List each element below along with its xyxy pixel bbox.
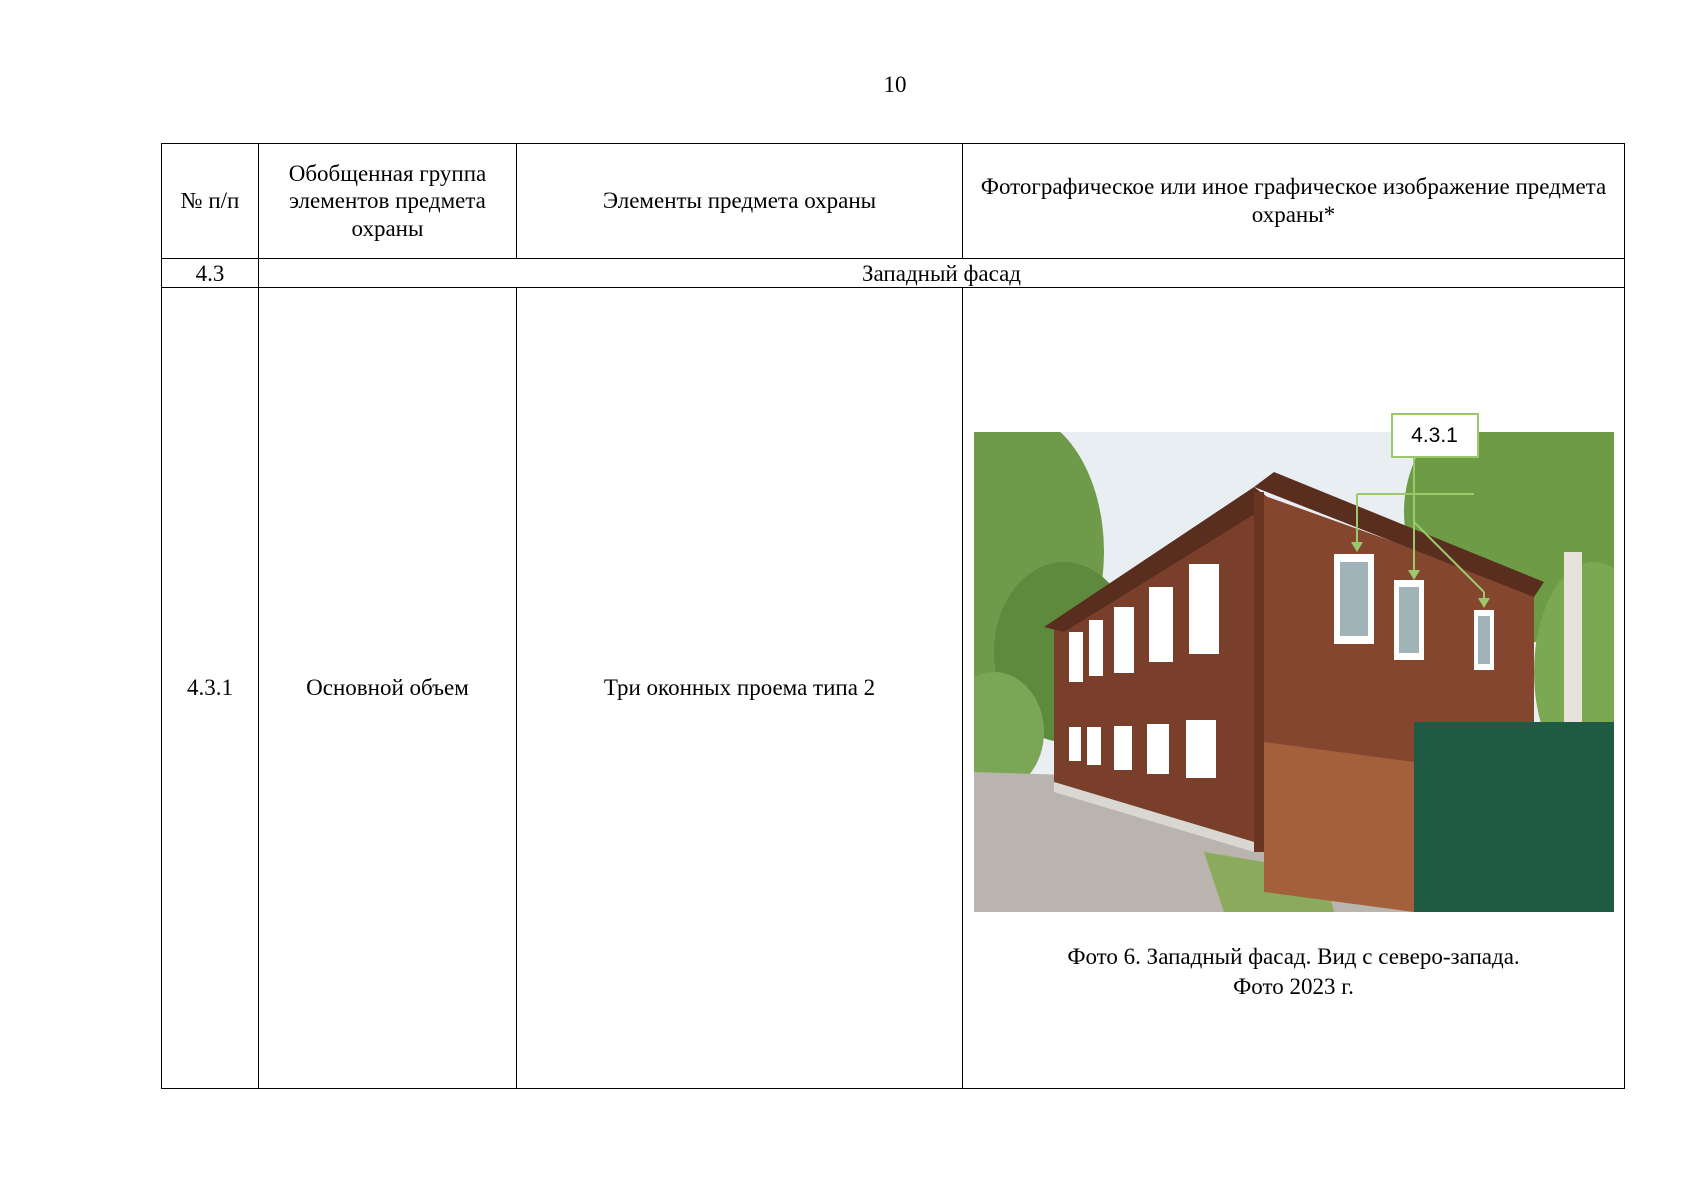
facade-photo <box>974 423 1614 912</box>
row-group: Основной объем <box>259 288 517 1089</box>
row-elements: Три оконных проема типа 2 <box>517 288 963 1089</box>
caption-line-1: Фото 6. Западный фасад. Вид с северо-запада. <box>1067 943 1520 969</box>
header-elements: Элементы предмета охраны <box>517 144 963 259</box>
header-num: № п/п <box>162 144 259 259</box>
page-number: 10 <box>883 72 907 97</box>
header-group: Обобщенная группа элементов предмета охраны <box>259 144 517 259</box>
section-title: Западный фасад <box>259 259 1625 288</box>
caption-line-2: Фото 2023 г. <box>1233 973 1354 999</box>
facade-photo-drawing <box>974 432 1614 912</box>
protection-table <box>161 143 1625 1089</box>
table-header-row <box>162 144 1625 259</box>
row-num: 4.3.1 <box>162 288 259 1089</box>
header-image: Фотографическое или иное графическое изображение предмета охраны* <box>963 144 1625 259</box>
row-image-cell <box>963 288 1625 1089</box>
section-num: 4.3 <box>162 259 259 288</box>
section-row <box>162 259 1625 288</box>
photo-caption <box>969 942 1618 1002</box>
callout-label: 4.3.1 <box>1391 413 1479 458</box>
table-row <box>162 288 1625 1089</box>
